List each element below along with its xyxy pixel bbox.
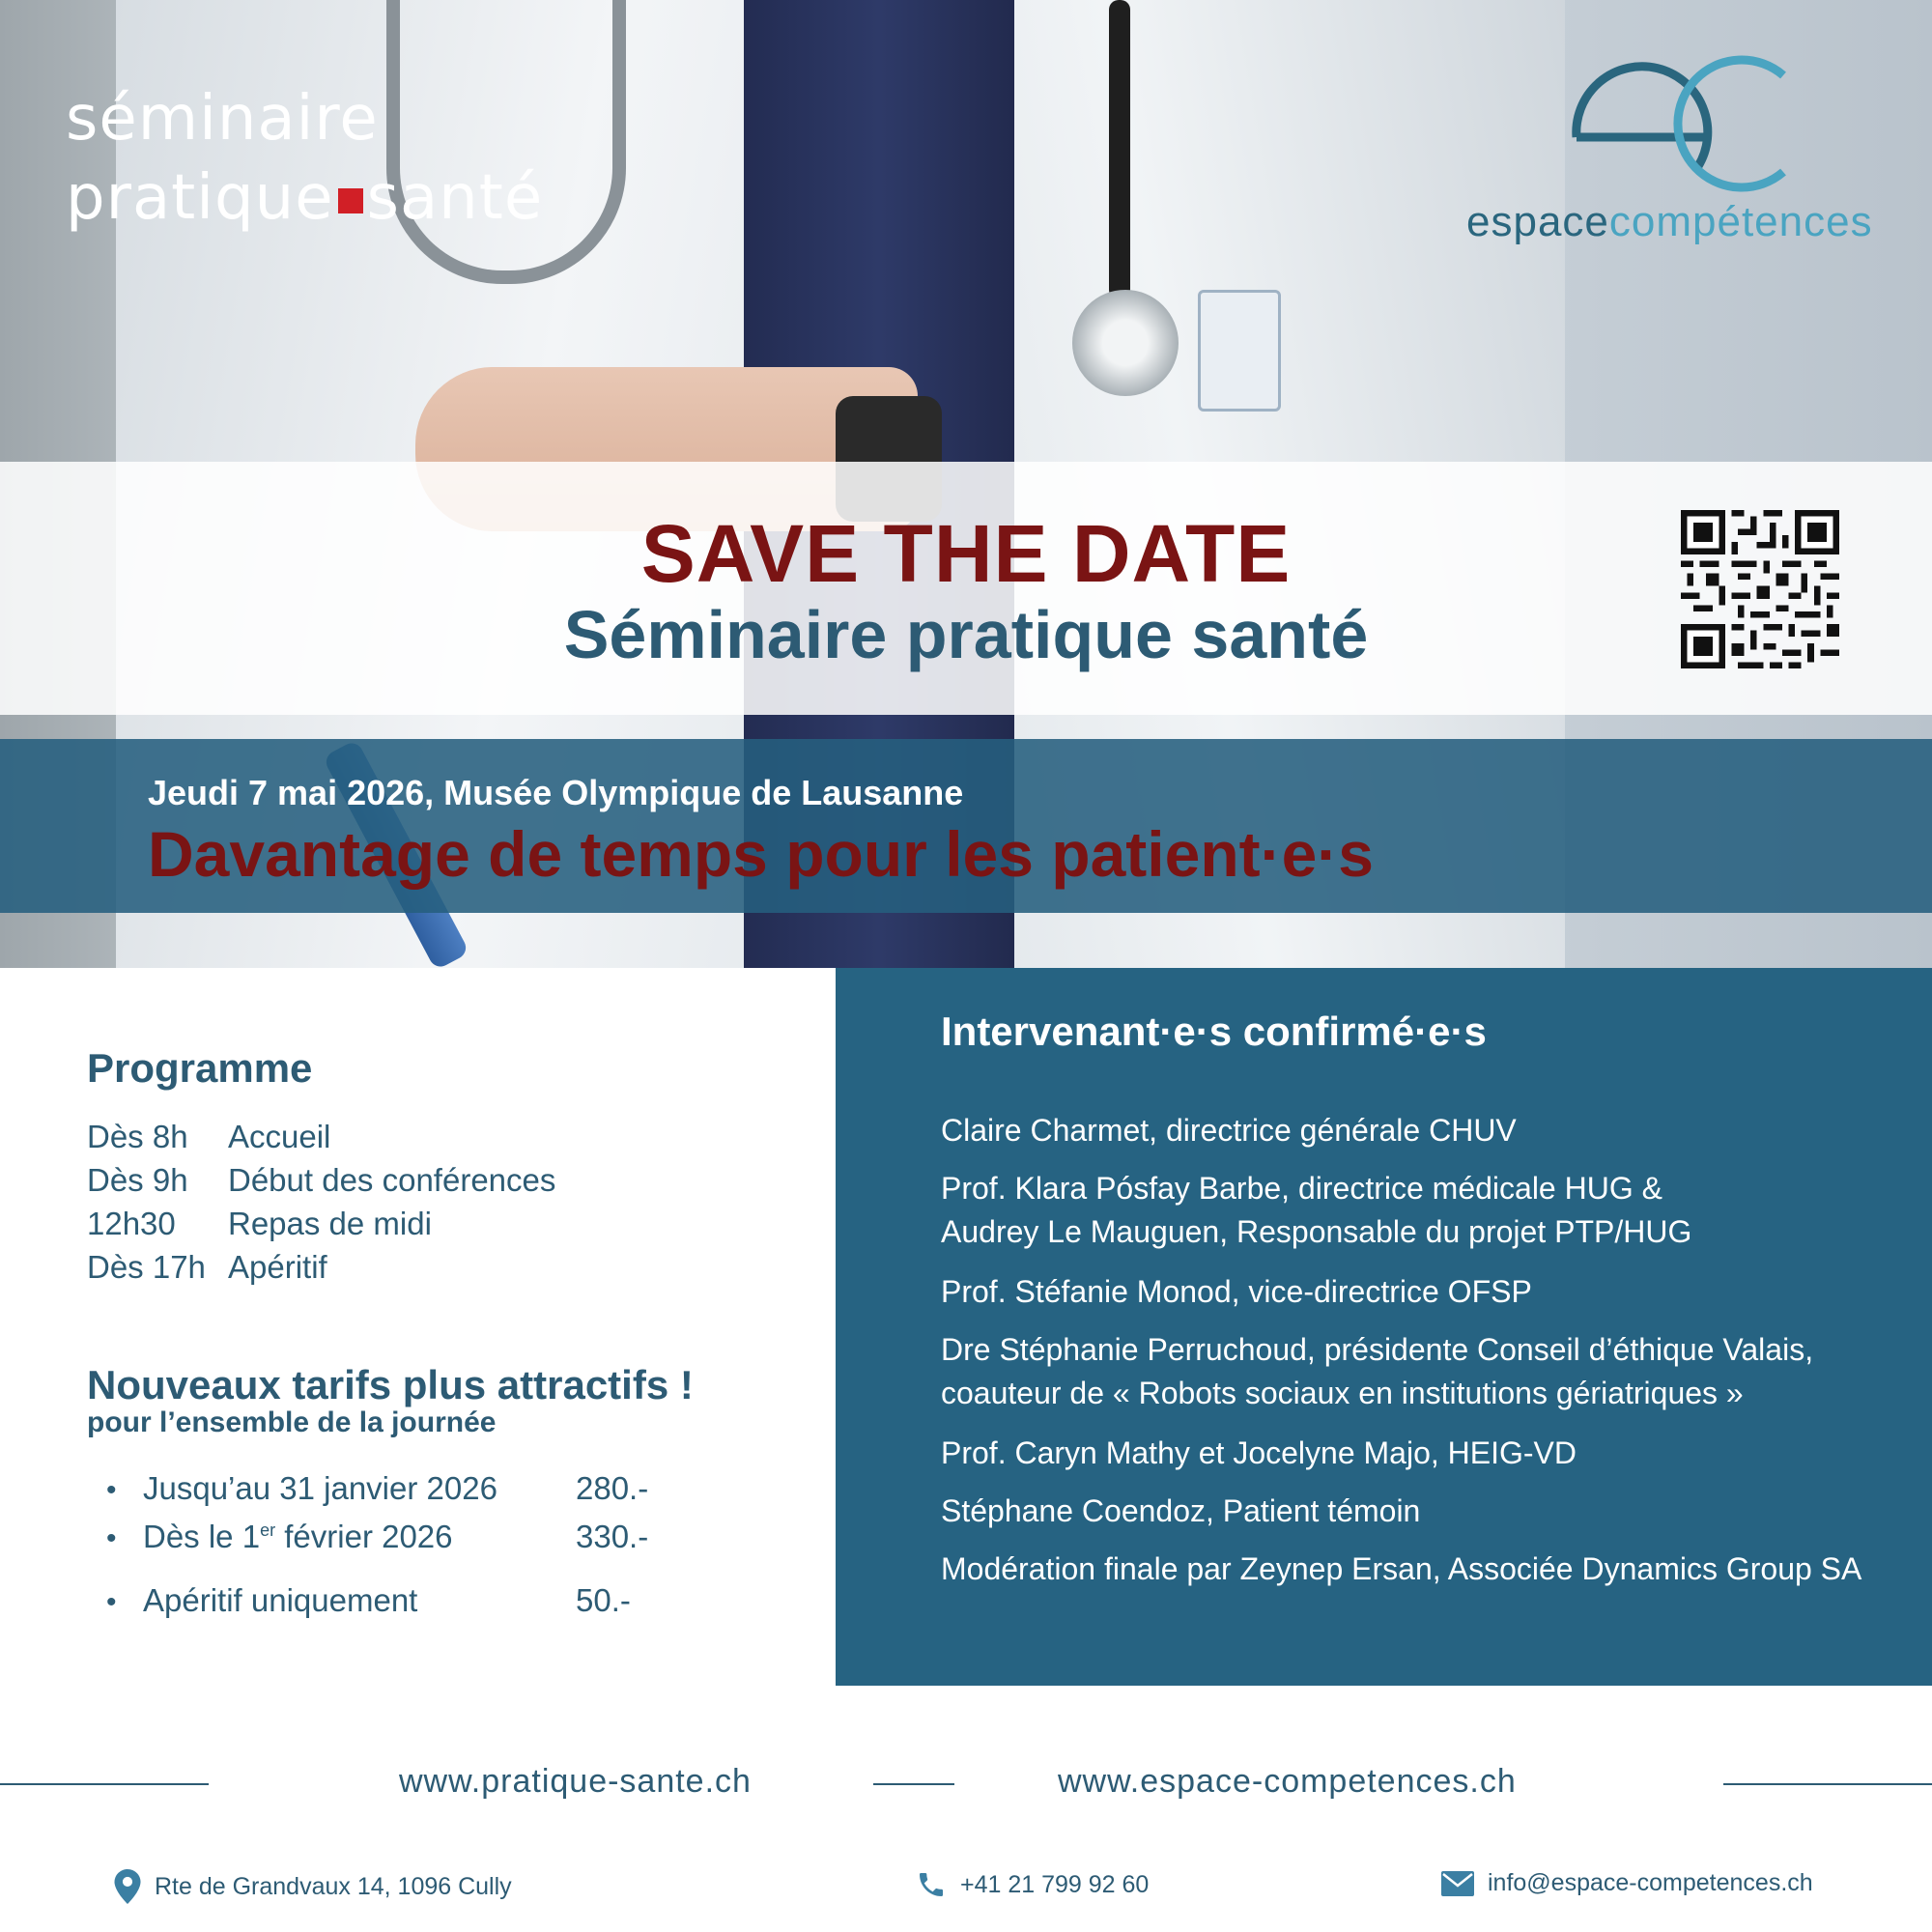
event-theme: Davantage de temps pour les patient·e·s [148, 818, 1374, 890]
tarif-row [106, 1582, 631, 1619]
programme-label: Accueil [228, 1119, 331, 1154]
tarif-label-pre: Dès le 1 [143, 1519, 261, 1554]
tarif-label [143, 1519, 576, 1555]
tarif-price: 50.- [576, 1582, 631, 1618]
espace-competences-logo-icon [1565, 48, 1787, 203]
speakers-title: Intervenant·e·s confirmé·e·s [941, 1009, 1487, 1054]
programme-label: Repas de midi [228, 1206, 432, 1241]
logo-text-espace: espace [1466, 198, 1609, 245]
logo-text-competences: compétences [1608, 198, 1873, 245]
programme-time: Dès 8h [87, 1119, 188, 1154]
divider-line [1723, 1783, 1932, 1785]
bullet: • [106, 1474, 117, 1506]
speaker-line: Stéphane Coendoz, Patient témoin [941, 1493, 1421, 1528]
website-link-pratique-sante[interactable]: www.pratique-sante.ch [399, 1763, 752, 1800]
stethoscope-chestpiece [1072, 290, 1179, 396]
tarif-label: Jusqu’au 31 janvier 2026 [143, 1470, 497, 1506]
contact-email[interactable] [1441, 1869, 1813, 1897]
tarif-price: 330.- [576, 1519, 649, 1554]
qr-code-icon[interactable] [1681, 510, 1839, 668]
location-pin-icon [114, 1869, 141, 1904]
tarif-label-sup: er [260, 1520, 276, 1540]
tarif-price: 280.- [576, 1470, 649, 1506]
speaker-line: Claire Charmet, directrice générale CHUV [941, 1113, 1517, 1148]
tarif-row [106, 1470, 648, 1507]
speaker-line: Dre Stéphanie Perruchoud, présidente Conseil d’éthique Valais, [941, 1332, 1814, 1367]
programme-item [87, 1119, 555, 1162]
divider-line [873, 1783, 954, 1785]
speaker-line: Audrey Le Mauguen, Responsable du projet PTP/HUG [941, 1214, 1692, 1249]
programme-title: Programme [87, 1045, 313, 1091]
tarif-label-post: février 2026 [275, 1519, 453, 1554]
website-link-espace-competences[interactable]: www.espace-competences.ch [1058, 1763, 1517, 1800]
speaker-line: Prof. Stéfanie Monod, vice-directrice OFSP [941, 1274, 1532, 1309]
tarifs-subtitle: pour l’ensemble de la journée [87, 1406, 497, 1438]
programme-item [87, 1249, 555, 1293]
bullet: • [106, 1522, 117, 1554]
programme-label: Apéritif [228, 1249, 327, 1285]
speaker-line: Prof. Caryn Mathy et Jocelyne Majo, HEIG-VD [941, 1435, 1577, 1470]
programme-item [87, 1162, 555, 1206]
event-date-location: Jeudi 7 mai 2026, Musée Olympique de Lausanne [148, 773, 964, 812]
address-text: Rte de Grandvaux 14, 1096 Cully [155, 1872, 512, 1900]
programme-label: Début des conférences [228, 1162, 556, 1198]
programme-item [87, 1206, 555, 1249]
tarif-row [106, 1519, 648, 1555]
tarifs-title: Nouveaux tarifs plus attractifs ! [87, 1362, 694, 1407]
programme-list [87, 1119, 555, 1293]
speaker-line: Prof. Klara Pósfay Barbe, directrice médicale HUG & [941, 1171, 1662, 1206]
contact-address [114, 1869, 512, 1904]
bullet: • [106, 1586, 117, 1618]
email-text[interactable]: info@espace-competences.ch [1488, 1869, 1813, 1896]
red-square-icon [338, 188, 363, 213]
brand-word-sante: santé [366, 162, 544, 234]
brand-word-pratique: pratique [66, 162, 334, 234]
save-the-date-heading: SAVE THE DATE [640, 508, 1292, 599]
brand-seminaire-logo [66, 79, 543, 238]
seminar-title: Séminaire pratique santé [563, 597, 1369, 672]
divider-line [0, 1783, 209, 1785]
contact-phone[interactable] [916, 1869, 1149, 1900]
brand-line-1: séminaire [66, 83, 379, 155]
phone-text[interactable]: +41 21 799 92 60 [960, 1870, 1150, 1898]
envelope-icon [1441, 1871, 1474, 1896]
stethoscope-black-tube [1109, 0, 1130, 299]
phone-icon [916, 1869, 947, 1900]
brand-line-2 [66, 158, 543, 238]
id-badge [1198, 290, 1281, 412]
speaker-line: Modération finale par Zeynep Ersan, Associée Dynamics Group SA [941, 1551, 1862, 1586]
speaker-line: coauteur de « Robots sociaux en institutions gériatriques » [941, 1376, 1744, 1410]
programme-time: 12h30 [87, 1206, 176, 1241]
tarif-label: Apéritif uniquement [143, 1582, 418, 1618]
programme-time: Dès 17h [87, 1249, 206, 1285]
espace-competences-wordmark [1466, 198, 1873, 246]
programme-time: Dès 9h [87, 1162, 188, 1198]
